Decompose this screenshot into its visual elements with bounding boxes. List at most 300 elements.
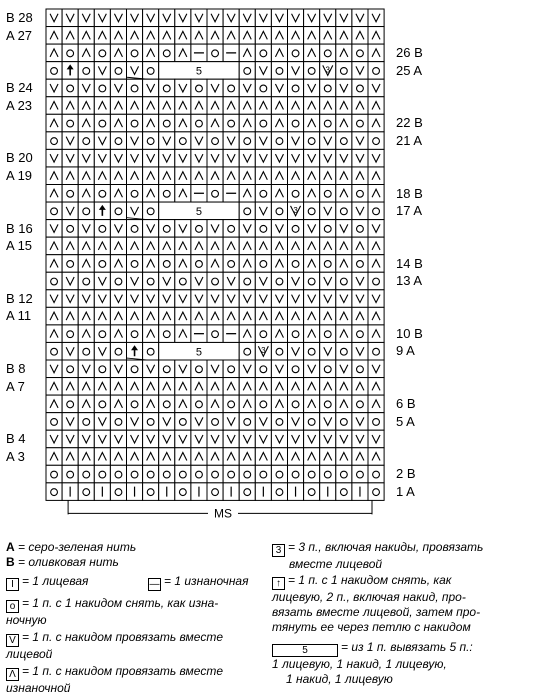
chart-cell [320, 185, 336, 203]
chart-cell [304, 27, 320, 45]
chart-cell [336, 255, 352, 273]
chart-cell [207, 79, 223, 97]
chart-cell [62, 9, 78, 27]
chart-cell [368, 149, 384, 167]
chart-cell [352, 220, 368, 238]
chart-cell [62, 465, 78, 483]
row-label-right: 6 B [396, 396, 416, 412]
chart-cell [127, 185, 143, 203]
chart-cell [159, 448, 175, 466]
chart-cell [239, 114, 255, 132]
chart-cell [127, 167, 143, 185]
chart-cell [336, 448, 352, 466]
chart-cell [352, 272, 368, 290]
chart-cell [94, 395, 110, 413]
chart-cell [271, 202, 287, 220]
chart-cell [94, 290, 110, 308]
chart-cell [223, 27, 239, 45]
chart-cell [255, 307, 271, 325]
chart-cell [271, 114, 287, 132]
chart-cell [304, 448, 320, 466]
chart-cell [143, 167, 159, 185]
chart-cell [320, 255, 336, 273]
chart-cell [62, 220, 78, 238]
chart-cell [255, 27, 271, 45]
row-label-right: 21 A [396, 132, 423, 148]
chart-cell [368, 395, 384, 413]
chart-cell [143, 202, 159, 220]
chart-cell [255, 395, 271, 413]
chart-cell [288, 360, 304, 378]
chart-cell [239, 360, 255, 378]
chart-cell [46, 27, 62, 45]
chart-cell [207, 167, 223, 185]
chart-cell [127, 9, 143, 27]
chart-cell [78, 378, 94, 396]
chart-cell [78, 44, 94, 62]
chart-cell [46, 378, 62, 396]
chart-cell [271, 307, 287, 325]
chart-cell [46, 62, 62, 80]
chart-cell [159, 360, 175, 378]
chart-cell [143, 9, 159, 27]
chart-cell [62, 342, 78, 360]
chart-cell [288, 62, 304, 80]
chart-cell [62, 149, 78, 167]
chart-cell [255, 325, 271, 343]
chart-cell [175, 237, 191, 255]
chart-cell [127, 97, 143, 115]
row-label-left: A 27 [6, 27, 33, 43]
chart-cell [223, 237, 239, 255]
chart-cell [368, 378, 384, 396]
row-label-left: B 4 [6, 431, 26, 447]
legend-five: 5 = из 1 п. вывязать 5 п.: 1 лицевую, 1 накид, 1 лицевую, 1 накид, 1 лицевую [272, 640, 473, 686]
chart-cell [110, 325, 126, 343]
purl-icon: — [149, 579, 160, 590]
chart-cell [336, 149, 352, 167]
chart-cell [239, 378, 255, 396]
chart-cell [255, 413, 271, 431]
chart-cell [175, 97, 191, 115]
chart-cell [191, 465, 207, 483]
chart-cell [143, 272, 159, 290]
chart-cell [320, 395, 336, 413]
chart-cell [127, 237, 143, 255]
chart-cell [239, 413, 255, 431]
chart-cell [320, 430, 336, 448]
chart-cell [46, 167, 62, 185]
chart-cell [94, 255, 110, 273]
chart-cell [175, 167, 191, 185]
chart-cell [62, 44, 78, 62]
chart-cell [46, 149, 62, 167]
chart-cell [304, 79, 320, 97]
chart-cell [368, 44, 384, 62]
chart-cell [127, 220, 143, 238]
row-label-right: 5 A [396, 413, 415, 429]
chart-cell [223, 378, 239, 396]
chart-cell [191, 307, 207, 325]
chart-cell [46, 430, 62, 448]
chart-cell [255, 9, 271, 27]
chart-cell [207, 430, 223, 448]
chart-cell [62, 430, 78, 448]
chart-cell [78, 202, 94, 220]
chart-cell [271, 255, 287, 273]
chart-cell [78, 220, 94, 238]
chart-cell [368, 167, 384, 185]
chart-cell [271, 360, 287, 378]
chart-cell [143, 483, 159, 501]
chart-cell [336, 378, 352, 396]
chart-cell [320, 342, 336, 360]
chart-cell [46, 395, 62, 413]
chart-cell [143, 255, 159, 273]
chart-cell [271, 220, 287, 238]
chart-cell [46, 185, 62, 203]
chart-cell [207, 185, 223, 203]
chart-cell [207, 307, 223, 325]
legend-v: V = 1 п. с накидом провязать вместе лицевой [6, 630, 223, 661]
chart-cell [191, 27, 207, 45]
chart-cell [191, 378, 207, 396]
chart-cell [336, 360, 352, 378]
chart-cell [223, 413, 239, 431]
chart-cell [78, 290, 94, 308]
chart-cell [336, 9, 352, 27]
chart-cell [320, 202, 336, 220]
chart-cell [288, 167, 304, 185]
chart-cell [336, 202, 352, 220]
chart-cell [239, 395, 255, 413]
chart-cell [159, 395, 175, 413]
chart-cell [110, 465, 126, 483]
chart-cell [175, 79, 191, 97]
chart-cell [94, 97, 110, 115]
chart-cell [239, 237, 255, 255]
chart-cell [110, 483, 126, 501]
chart-cell [143, 27, 159, 45]
row-label-left: B 12 [6, 290, 33, 306]
legend-slip: o = 1 п. с 1 накидом снять, как изна- ночную [6, 596, 219, 627]
chart-cell [159, 167, 175, 185]
chart-cell [46, 483, 62, 501]
chart-cell [223, 9, 239, 27]
chart-cell [352, 378, 368, 396]
chart-cell [110, 149, 126, 167]
chart-cell [46, 448, 62, 466]
chart-cell [223, 149, 239, 167]
chart-cell [127, 202, 143, 220]
chart-cell [304, 483, 320, 501]
chart-cell [304, 97, 320, 115]
chart-cell [352, 237, 368, 255]
chart-cell [368, 79, 384, 97]
chart-cell [320, 132, 336, 150]
chart-cell [320, 9, 336, 27]
chart-cell [207, 220, 223, 238]
chart-cell [368, 255, 384, 273]
legend-lambda: Λ = 1 п. с накидом провязать вместе изнаночной [6, 664, 223, 695]
chart-cell [159, 9, 175, 27]
chart-cell [239, 465, 255, 483]
chart-cell [304, 132, 320, 150]
chart-cell [78, 62, 94, 80]
chart-cell [368, 114, 384, 132]
chart-cell [62, 360, 78, 378]
chart-cell [288, 9, 304, 27]
chart-cell [143, 378, 159, 396]
chart-cell [110, 307, 126, 325]
chart-cell [288, 395, 304, 413]
chart-cell [368, 9, 384, 27]
chart-cell [78, 448, 94, 466]
chart-cell [127, 465, 143, 483]
chart-cell [207, 448, 223, 466]
chart-cell [255, 465, 271, 483]
chart-cell [78, 27, 94, 45]
chart-cell [255, 255, 271, 273]
chart-cell [271, 413, 287, 431]
row-label-right: 1 A [396, 483, 415, 499]
chart-cell [159, 378, 175, 396]
chart-cell [127, 448, 143, 466]
chart-cell [46, 44, 62, 62]
chart-cell [368, 483, 384, 501]
chart-cell [191, 114, 207, 132]
row-label-right: 2 B [396, 466, 416, 482]
chart-cell [143, 307, 159, 325]
chart-cell [223, 290, 239, 308]
chart-cell [304, 342, 320, 360]
chart-cell [159, 185, 175, 203]
chart-cell [207, 237, 223, 255]
chart-cell [255, 290, 271, 308]
chart-cell [336, 430, 352, 448]
chart-cell [191, 255, 207, 273]
chart-cell [352, 307, 368, 325]
chart-cell [320, 44, 336, 62]
chart-cell [239, 167, 255, 185]
chart-cell [159, 255, 175, 273]
chart-cell [110, 44, 126, 62]
chart-cell [207, 97, 223, 115]
chart-cell [46, 342, 62, 360]
chart-cell [175, 307, 191, 325]
chart-cell [159, 307, 175, 325]
chart-cell [127, 44, 143, 62]
chart-cell [223, 132, 239, 150]
chart-cell [255, 202, 271, 220]
chart-cell [46, 360, 62, 378]
chart-cell [46, 465, 62, 483]
chart-cell [207, 290, 223, 308]
chart-cell [110, 27, 126, 45]
row-label-left: A 19 [6, 167, 33, 183]
chart-cell [78, 9, 94, 27]
chart-cell [352, 255, 368, 273]
chart-cell [62, 97, 78, 115]
row-label-left: A 15 [6, 238, 33, 254]
chart-cell [271, 483, 287, 501]
chart-cell [191, 448, 207, 466]
chart-cell [239, 27, 255, 45]
chart-cell [46, 290, 62, 308]
chart-cell [127, 272, 143, 290]
chart-cell [94, 378, 110, 396]
five-stitch-label: 5 [195, 206, 203, 219]
chart-cell [207, 325, 223, 343]
chart-cell [46, 255, 62, 273]
chart-cell [46, 97, 62, 115]
chart-cell [336, 395, 352, 413]
chart-cell [78, 465, 94, 483]
chart-cell [304, 62, 320, 80]
chart-cell [239, 272, 255, 290]
chart-cell [271, 44, 287, 62]
chart-cell [46, 325, 62, 343]
chart-cell [143, 149, 159, 167]
chart-cell [159, 430, 175, 448]
chart-cell [62, 290, 78, 308]
chart-cell [288, 97, 304, 115]
chart-cell [62, 202, 78, 220]
chart-cell [143, 114, 159, 132]
chart-cell [336, 97, 352, 115]
chart-cell [143, 290, 159, 308]
chart-cell [94, 27, 110, 45]
chart-cell [336, 325, 352, 343]
chart-cell [288, 325, 304, 343]
chart-cell [320, 307, 336, 325]
chart-cell [320, 97, 336, 115]
chart-cell [255, 44, 271, 62]
chart-cell [255, 378, 271, 396]
three-together-icon: 3 [272, 544, 285, 557]
chart-cell [143, 430, 159, 448]
chart-cell [255, 167, 271, 185]
chart-cell [191, 79, 207, 97]
chart-cell [336, 132, 352, 150]
chart-cell [143, 79, 159, 97]
chart-cell [46, 79, 62, 97]
chart-cell [255, 149, 271, 167]
row-label-right: 9 A [396, 343, 415, 359]
chart-cell [239, 220, 255, 238]
chart-cell [62, 272, 78, 290]
row-label-right: 17 A [396, 203, 423, 219]
chart-cell [175, 149, 191, 167]
chart-cell [368, 290, 384, 308]
row-label-right: 18 B [396, 185, 423, 201]
row-label-left: A 3 [6, 448, 25, 464]
chart-cell [288, 413, 304, 431]
chart-cell [239, 325, 255, 343]
chart-cell [239, 149, 255, 167]
chart-cell [62, 79, 78, 97]
chart-cell [352, 465, 368, 483]
chart-cell [175, 413, 191, 431]
chart-cell [159, 79, 175, 97]
row-label-left: A 11 [6, 308, 32, 324]
chart-cell [320, 325, 336, 343]
chart-cell [223, 255, 239, 273]
chart-cell [288, 307, 304, 325]
chart-cell [368, 325, 384, 343]
chart-cell [271, 132, 287, 150]
chart-cell [352, 97, 368, 115]
chart-cell [159, 465, 175, 483]
chart-cell [78, 132, 94, 150]
knit-icon: I [6, 578, 19, 591]
chart-cell [288, 237, 304, 255]
chart-cell [352, 430, 368, 448]
chart-cell [191, 430, 207, 448]
chart-cell [159, 44, 175, 62]
chart-cell [368, 413, 384, 431]
chart-cell [159, 132, 175, 150]
chart-cell [288, 132, 304, 150]
chart-cell [110, 79, 126, 97]
chart-cell [320, 237, 336, 255]
five-stitch-label: 5 [195, 346, 203, 359]
chart-cell [127, 430, 143, 448]
chart-cell [94, 413, 110, 431]
chart-cell [94, 237, 110, 255]
chart-cell [78, 483, 94, 501]
chart-cell [207, 9, 223, 27]
repeat-label: MS [214, 506, 232, 521]
chart-cell [304, 272, 320, 290]
chart-cell [62, 255, 78, 273]
chart-cell [207, 255, 223, 273]
chart-cell [352, 149, 368, 167]
row-label-right: 13 A [396, 273, 423, 289]
chart-cell [191, 149, 207, 167]
chart-cell [368, 185, 384, 203]
chart-cell [223, 360, 239, 378]
chart-cell [191, 413, 207, 431]
chart-cell [78, 272, 94, 290]
chart-cell [288, 465, 304, 483]
chart-cell [336, 483, 352, 501]
chart-cell [127, 255, 143, 273]
chart-cell [368, 307, 384, 325]
chart-cell [127, 307, 143, 325]
legend-triple: 3 = 3 п., включая накиды, провязать вместе лицевой [272, 540, 483, 572]
chart-cell [175, 255, 191, 273]
chart-cell [271, 62, 287, 80]
chart-cell [271, 395, 287, 413]
chart-cell [320, 465, 336, 483]
chart-cell [288, 378, 304, 396]
chart-cell [320, 290, 336, 308]
chart-cell [159, 114, 175, 132]
chart-cell [255, 360, 271, 378]
chart-cell [62, 167, 78, 185]
chart-cell [143, 44, 159, 62]
chart-cell [352, 62, 368, 80]
chart-cell [320, 378, 336, 396]
chart-cell [320, 27, 336, 45]
chart-cell [304, 185, 320, 203]
chart-cell [175, 9, 191, 27]
chart-cell [78, 185, 94, 203]
chart-cell [352, 79, 368, 97]
chart-cell [110, 185, 126, 203]
chart-cell [271, 342, 287, 360]
